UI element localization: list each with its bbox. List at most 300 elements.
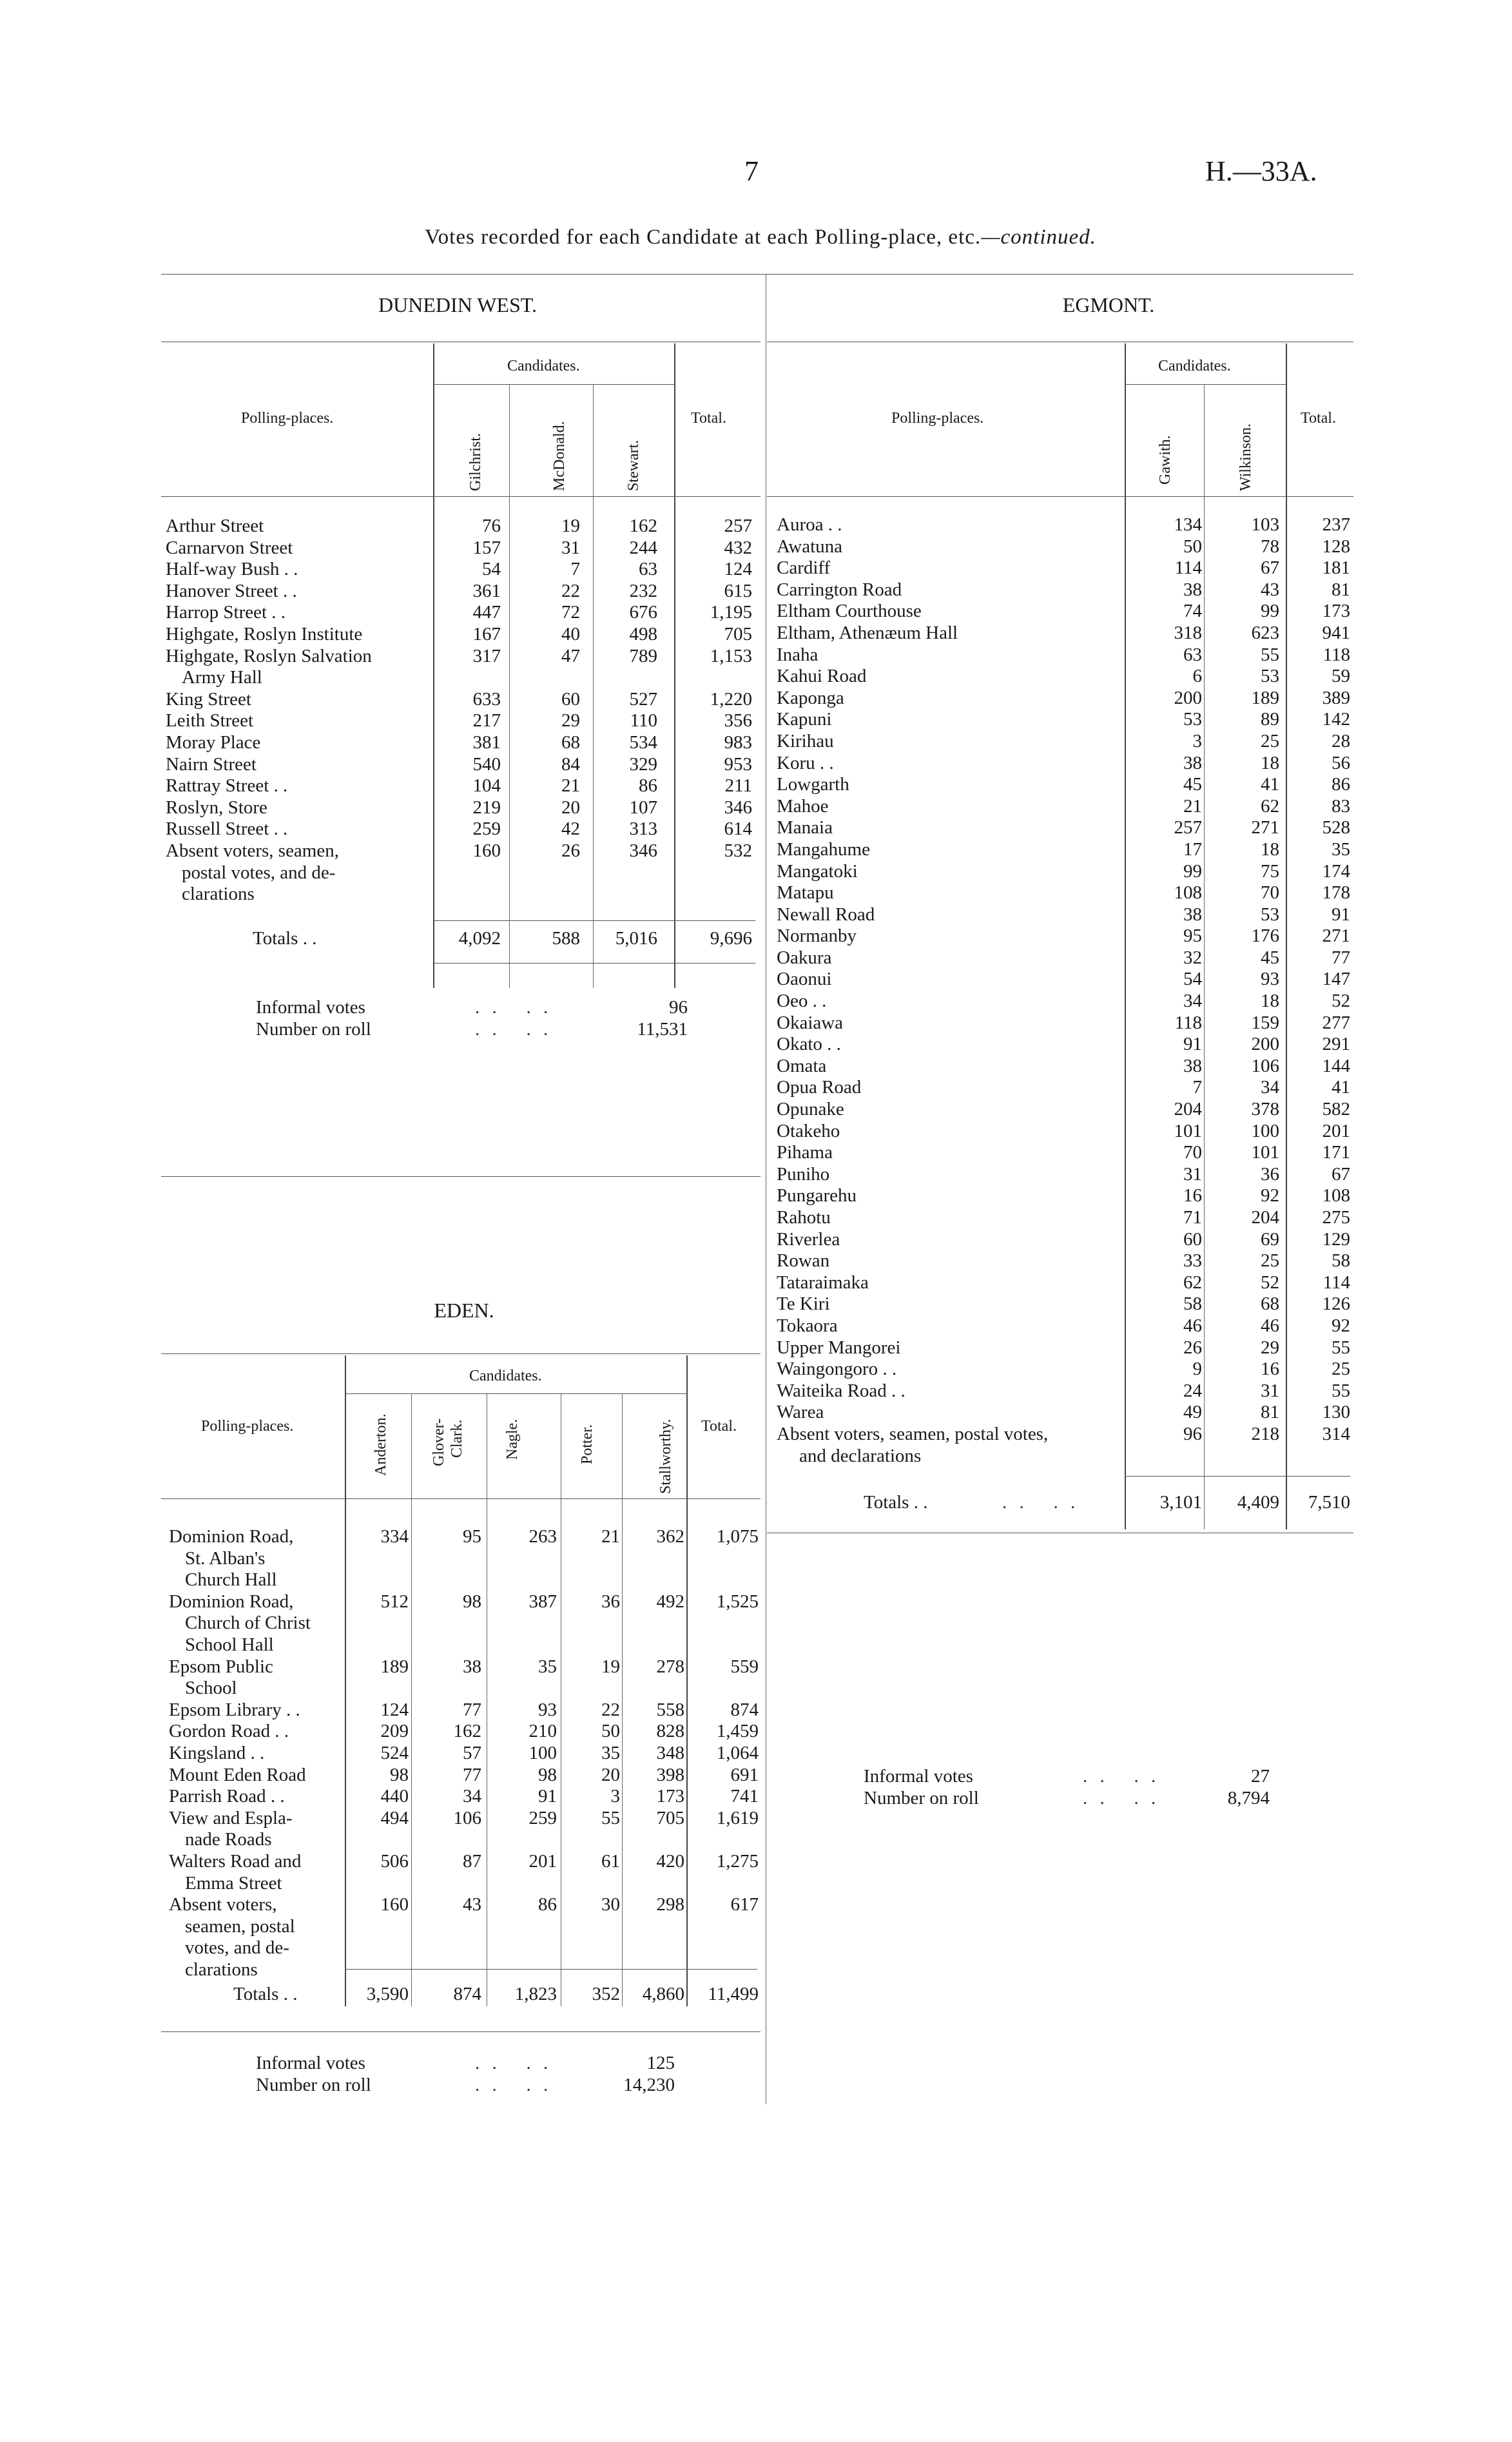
total-cell: 52 [1332,991,1350,1012]
vote-cell: 3 [1192,730,1202,751]
vote-cell: 69 [1261,1228,1279,1250]
vote-cell: 18 [1261,991,1279,1012]
polling-place-name: Gordon Road . . [169,1721,289,1742]
vote-cell: 789 [629,645,657,666]
vote-cell: 45 [1183,774,1202,795]
vote-cell: 55 [601,1807,620,1828]
polling-place-name: Pihama [777,1142,833,1163]
polling-place-name: Half-way Bush . . [166,559,298,580]
vote-cell: 77 [463,1764,481,1785]
table-row [777,1207,1350,1229]
vote-cell: 40 [561,623,580,644]
table-row [777,1099,1350,1121]
total-cell: 83 [1332,795,1350,817]
vote-cell: 19 [601,1656,620,1677]
polling-place-name: Awatuna [777,536,843,557]
vote-cell: 162 [629,516,657,536]
eden-candidate-1: Anderton. [373,1413,389,1476]
total-cell: 1,619 [716,1807,759,1828]
vote-cell: 17 [1183,838,1202,860]
polling-place-name: View and Espla- [169,1807,293,1828]
table-row [777,969,1350,991]
vote-cell: 398 [656,1764,684,1785]
total-cell: 705 [724,623,752,644]
table-row [777,1402,1350,1424]
table-row [169,1721,762,1743]
polling-place-name: Highgate, Roslyn Salvation [166,645,372,666]
table-row [169,1851,762,1894]
vote-cell: 498 [629,623,657,644]
total-cell: 41 [1332,1077,1350,1098]
table-row [777,947,1350,969]
vote-cell: 19 [561,516,580,536]
vote-cell: 494 [380,1807,409,1828]
eden-total-nagle: 1,823 [514,1984,557,2004]
polling-place-name: Kingsland . . [169,1742,265,1763]
table-row [169,1743,762,1765]
vote-cell: 7 [570,559,580,580]
table-row [166,754,759,776]
vote-cell: 52 [1261,1272,1279,1293]
table-row [169,1700,762,1721]
polling-place-name: and declarations [799,1445,922,1466]
vote-cell: 43 [1261,579,1279,600]
vote-cell: 63 [1183,644,1202,665]
vote-cell: 62 [1183,1272,1202,1293]
dunedin-west-totals-top-rule [433,920,755,921]
dunedin-west-table-body [166,516,759,906]
vote-cell: 118 [1174,1012,1202,1033]
vote-cell: 89 [1261,709,1279,730]
vote-cell: 25 [1261,1250,1279,1272]
vote-cell: 34 [463,1786,481,1807]
vote-cell: 317 [472,645,501,666]
polling-place-name: Newall Road [777,904,875,925]
egmont-table-body [777,514,1350,1467]
vote-cell: 26 [1183,1337,1202,1358]
total-cell: 171 [1322,1142,1350,1163]
vote-cell: 218 [1251,1423,1279,1444]
vote-cell: 21 [1183,795,1202,817]
table-row [777,1337,1350,1359]
total-cell: 432 [724,537,752,558]
total-cell: 346 [724,797,752,818]
polling-place-name: Lowgarth [777,774,849,795]
table-row [777,1294,1350,1315]
vote-cell: 58 [1183,1294,1202,1315]
table-row [777,536,1350,558]
vote-cell: 41 [1261,774,1279,795]
table-row [777,1142,1350,1164]
vote-cell: 57 [463,1742,481,1763]
vote-cell: 36 [601,1591,620,1612]
polling-place-name: School [185,1678,237,1699]
vote-cell: 29 [1261,1337,1279,1358]
total-cell: 614 [724,819,752,840]
eden-totals-row [169,1984,762,2006]
vote-cell: 200 [1251,1034,1279,1055]
polling-place-name: Matapu [777,882,834,904]
vote-cell: 108 [1174,882,1202,904]
polling-place-name: Absent voters, seamen, postal votes, [777,1423,1049,1444]
dunedin-west-summary: Informal votes . . . . 96 Number on roll . . . . 11,531 [256,997,688,1040]
polling-place-name: St. Alban's [185,1547,266,1569]
polling-place-name: Opua Road [777,1077,862,1098]
polling-place-name: Roslyn, Store [166,797,267,818]
dunedin-west-header-bottom-rule [161,496,761,497]
vote-cell: 204 [1251,1207,1279,1228]
polling-place-name: Koru . . [777,752,834,773]
table-row [777,1315,1350,1337]
table-row [777,882,1350,904]
vote-cell: 313 [629,819,657,840]
total-cell: 983 [724,732,752,753]
dunedin-west-title: DUNEDIN WEST. [378,293,537,316]
total-cell: 532 [724,840,752,861]
polling-place-name: Kirihau [777,730,834,751]
eden-total-glover-clark: 874 [453,1984,481,2004]
egmont-totals-label: Totals . . [864,1492,928,1513]
total-cell: 356 [724,710,752,732]
vote-cell: 61 [601,1850,620,1872]
vote-cell: 21 [601,1526,620,1547]
total-cell: 174 [1322,860,1350,882]
vote-cell: 32 [1183,947,1202,968]
polling-place-name: nade Roads [185,1829,272,1850]
vote-cell: 124 [380,1699,409,1720]
eden-candidates-rule [345,1393,686,1394]
table-row [166,516,759,538]
table-row [777,1077,1350,1099]
polling-place-name: Russell Street . . [166,819,288,840]
egmont-total-header: Total. [1301,410,1336,427]
vote-cell: 298 [656,1894,684,1915]
egmont-roll-value: 8,794 [1227,1788,1270,1808]
table-row [777,1121,1350,1143]
vote-cell: 159 [1251,1012,1279,1033]
vote-cell: 25 [1261,730,1279,751]
page-heading-text: Votes recorded for each Candidate at each Polling-place, etc. [425,226,982,249]
table-row [777,1359,1350,1381]
egmont-total-wilkinson: 4,409 [1237,1492,1279,1513]
vote-cell: 106 [1251,1055,1279,1076]
vote-cell: 378 [1251,1099,1279,1120]
total-cell: 91 [1332,904,1350,925]
vote-cell: 387 [528,1591,557,1612]
vote-cell: 534 [629,732,657,753]
vote-cell: 38 [1183,904,1202,925]
total-cell: 211 [724,775,752,797]
polling-place-name: Absent voters, [169,1894,277,1915]
total-cell: 118 [1323,644,1350,665]
dunedin-west-candidate-2: McDonald. [551,421,568,491]
top-rule [161,274,1353,275]
table-row [777,861,1350,883]
polling-place-name: Kaponga [777,687,844,708]
vote-cell: 20 [561,797,580,818]
table-row [169,1656,762,1700]
polling-place-name: Church of Christ [185,1613,311,1634]
vote-cell: 50 [601,1721,620,1742]
table-row [777,688,1350,710]
polling-place-name: Epsom Public [169,1656,273,1677]
vote-cell: 99 [1183,860,1202,882]
eden-candidate-5: Stallworthy. [657,1419,674,1494]
total-cell: 615 [724,580,752,601]
table-row [777,774,1350,796]
eden-candidate-3: Nagle. [504,1419,521,1460]
vote-cell: 362 [656,1526,684,1547]
vote-cell: 62 [1261,795,1279,817]
table-row [166,689,759,711]
polling-place-name: Opunake [777,1099,844,1120]
table-row [777,1034,1350,1056]
total-cell: 128 [1322,536,1350,557]
vote-cell: 84 [561,753,580,775]
vote-cell: 93 [1261,969,1279,990]
polling-place-name: Inaha [777,644,819,665]
total-cell: 108 [1322,1185,1350,1206]
vote-cell: 447 [472,602,501,623]
egmont-informal-label: Informal votes [864,1766,973,1787]
total-cell: 142 [1322,709,1350,730]
vote-cell: 334 [380,1526,409,1547]
polling-place-name: clarations [182,884,255,905]
egmont-candidates-rule [1125,384,1286,385]
egmont-polling-places-header: Polling-places. [891,410,984,427]
total-cell: 178 [1322,882,1350,904]
vote-cell: 63 [639,559,657,580]
total-cell: 81 [1332,579,1350,600]
polling-place-name: Army Hall [182,667,262,688]
table-row [777,709,1350,731]
vote-cell: 71 [1183,1207,1202,1228]
vote-cell: 78 [1261,536,1279,557]
vote-cell: 72 [561,602,580,623]
vote-cell: 49 [1183,1402,1202,1423]
total-cell: 25 [1332,1359,1350,1380]
total-cell: 35 [1332,838,1350,860]
polling-place-name: Hanover Street . . [166,580,297,601]
vote-cell: 3 [610,1786,620,1807]
vote-cell: 361 [472,580,501,601]
eden-total-stallworthy: 4,860 [642,1984,684,2004]
page-heading-continued: —continued. [981,226,1096,249]
table-row [777,1446,1350,1468]
table-row [166,884,759,906]
vote-cell: 31 [1183,1163,1202,1185]
total-cell: 55 [1332,1337,1350,1358]
egmont-candidate-1: Gawith. [1157,435,1174,485]
dunedin-west-totals-bottom-rule [433,963,755,964]
table-row [777,1272,1350,1294]
vote-cell: 189 [380,1656,409,1677]
polling-place-name: Tokaora [777,1315,838,1336]
vote-cell: 38 [1183,579,1202,600]
egmont-informal-value: 27 [1251,1766,1270,1787]
vote-cell: 95 [463,1526,481,1547]
vote-cell: 96 [1183,1423,1202,1444]
total-cell: 582 [1322,1099,1350,1120]
polling-place-name: Kahui Road [777,666,867,687]
total-cell: 67 [1332,1163,1350,1185]
vote-cell: 440 [380,1786,409,1807]
total-cell: 277 [1322,1012,1350,1033]
table-row [777,1013,1350,1034]
vote-cell: 53 [1183,709,1202,730]
vote-cell: 200 [1174,687,1202,708]
vote-cell: 34 [1183,991,1202,1012]
polling-place-name: Harrop Street . . [166,602,286,623]
vote-cell: 420 [656,1850,684,1872]
dunedin-west-grand-total: 9,696 [710,928,752,949]
vote-cell: 60 [1183,1228,1202,1250]
vote-cell: 74 [1183,601,1202,622]
vote-cell: 95 [1183,925,1202,947]
dunedin-west-roll-value: 11,531 [637,1019,688,1040]
dunedin-west-candidate-1: Gilchrist. [467,433,484,491]
polling-place-name: Arthur Street [166,516,264,536]
vote-cell: 33 [1183,1250,1202,1272]
vote-cell: 201 [528,1850,557,1872]
table-row [166,862,759,884]
vote-cell: 9 [1192,1359,1202,1380]
eden-informal-value: 125 [646,2053,675,2073]
table-row [777,991,1350,1013]
vote-cell: 20 [601,1764,620,1785]
vote-cell: 47 [561,645,580,666]
total-cell: 56 [1332,752,1350,773]
vote-cell: 31 [1261,1380,1279,1401]
vote-cell: 527 [629,688,657,710]
table-row [166,667,759,689]
vote-cell: 99 [1261,601,1279,622]
polling-place-name: Normanby [777,925,857,947]
vote-cell: 110 [630,710,657,732]
vote-cell: 92 [1261,1185,1279,1206]
total-cell: 130 [1322,1402,1350,1423]
vote-cell: 204 [1174,1099,1202,1120]
vote-cell: 167 [472,623,501,644]
eden-candidates-header: Candidates. [469,1368,542,1384]
vote-cell: 24 [1183,1380,1202,1401]
dunedin-west-candidates-header: Candidates. [507,358,580,374]
vote-cell: 828 [656,1721,684,1742]
polling-place-name: King Street [166,688,251,710]
vote-cell: 492 [656,1591,684,1612]
vote-cell: 91 [538,1786,557,1807]
table-row [777,1164,1350,1186]
vote-cell: 107 [629,797,657,818]
total-cell: 617 [730,1894,759,1915]
dunedin-west-total-mcdonald: 588 [552,928,580,949]
eden-totals-top-rule [345,1969,757,1970]
vote-cell: 29 [561,710,580,732]
polling-place-name: seamen, postal [185,1915,295,1937]
polling-place-name: Rahotu [777,1207,831,1228]
vote-cell: 46 [1183,1315,1202,1336]
vote-cell: 98 [390,1764,409,1785]
table-row [777,579,1350,601]
total-cell: 173 [1322,601,1350,622]
vote-cell: 623 [1251,622,1279,643]
vote-cell: 21 [561,775,580,797]
vote-cell: 93 [538,1699,557,1720]
dunedin-west-informal-label: Informal votes [256,997,365,1018]
total-cell: 1,153 [710,645,752,666]
vote-cell: 45 [1261,947,1279,968]
eden-total-header: Total. [701,1418,737,1435]
table-row [777,1056,1350,1078]
vote-cell: 35 [601,1742,620,1763]
dunedin-west-candidate-3: Stewart. [625,440,642,491]
vote-cell: 524 [380,1742,409,1763]
total-cell: 559 [730,1656,759,1677]
total-cell: 92 [1332,1315,1350,1336]
vote-cell: 30 [601,1894,620,1915]
polling-place-name: Parrish Road . . [169,1786,285,1807]
table-row [777,601,1350,623]
vote-cell: 232 [629,580,657,601]
table-row [169,1765,762,1787]
vote-cell: 50 [1183,536,1202,557]
table-row [169,1786,762,1808]
table-row [777,1229,1350,1251]
egmont-grand-total: 7,510 [1308,1492,1350,1513]
vote-cell: 87 [463,1850,481,1872]
vote-cell: 6 [1192,666,1202,687]
eden-totals-bottom-rule [161,2031,761,2032]
vote-cell: 259 [528,1807,557,1828]
vote-cell: 60 [561,688,580,710]
eden-total-anderton: 3,590 [366,1984,409,2004]
vote-cell: 43 [463,1894,481,1915]
table-row [777,1381,1350,1402]
page-number: 7 [744,155,759,187]
vote-cell: 54 [1183,969,1202,990]
polling-place-name: Te Kiri [777,1294,830,1315]
dunedin-west-total-header: Total. [691,410,726,427]
dunedin-west-total-gilchrist: 4,092 [458,928,501,949]
polling-place-name: Omata [777,1055,827,1076]
polling-place-name: Moray Place [166,732,261,753]
polling-place-name: Mahoe [777,795,829,817]
polling-place-name: Rattray Street . . [166,775,288,797]
vote-cell: 54 [482,559,501,580]
vote-cell: 38 [463,1656,481,1677]
vote-cell: 318 [1174,622,1202,643]
vote-cell: 77 [463,1699,481,1720]
polling-place-name: Eltham, Athenæum Hall [777,622,958,643]
vote-cell: 38 [1183,1055,1202,1076]
vote-cell: 22 [561,580,580,601]
polling-place-name: Kapuni [777,709,832,730]
polling-place-name: School Hall [185,1634,274,1655]
total-cell: 1,525 [716,1591,759,1612]
polling-place-name: Okato . . [777,1034,841,1055]
total-cell: 1,220 [710,688,752,710]
dunedin-west-polling-places-header: Polling-places. [241,410,334,427]
dunedin-west-total-stewart: 5,016 [615,928,657,949]
vote-cell: 210 [528,1721,557,1742]
vote-cell: 101 [1251,1142,1279,1163]
vote-cell: 278 [656,1656,684,1677]
total-cell: 77 [1332,947,1350,968]
polling-place-name: Manaia [777,817,833,838]
polling-place-name: Mangahume [777,838,870,860]
vote-cell: 558 [656,1699,684,1720]
egmont-roll-label: Number on roll [864,1788,979,1808]
